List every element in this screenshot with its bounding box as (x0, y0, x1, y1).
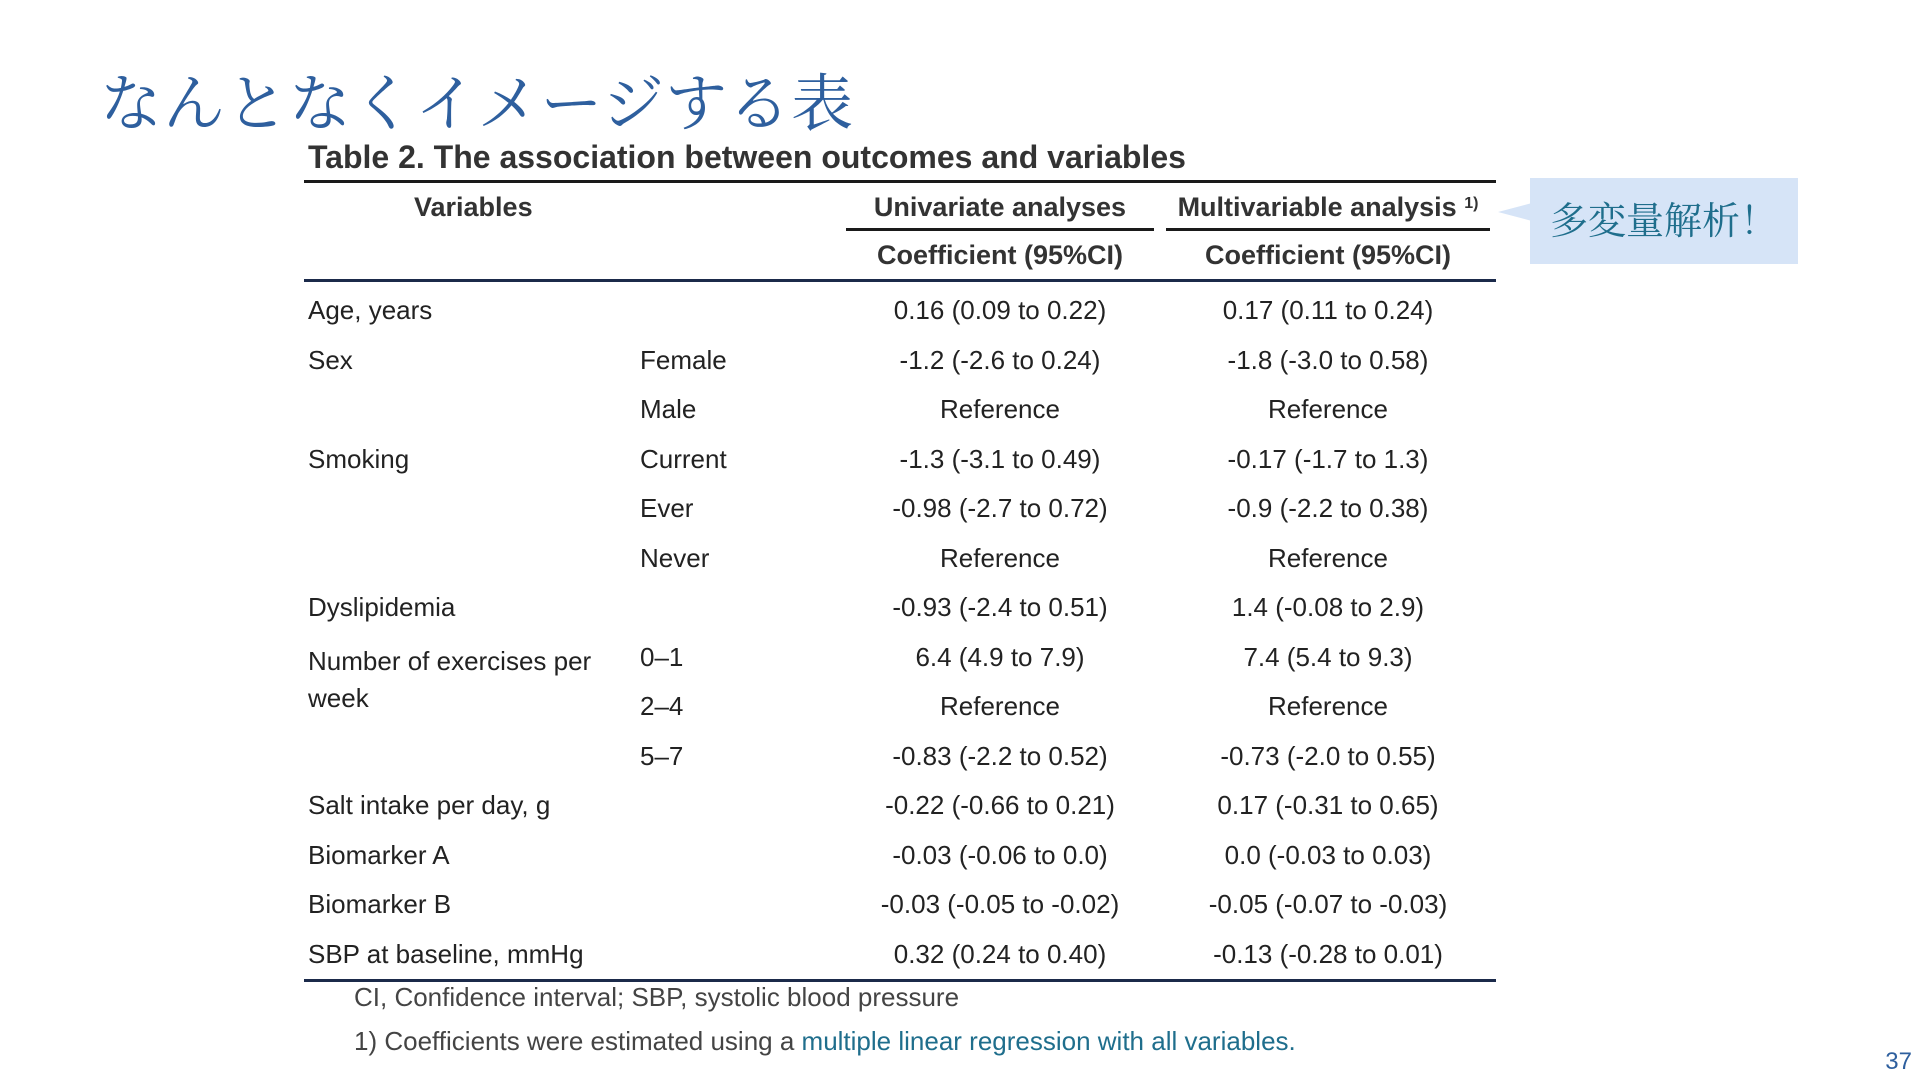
multivariable-cell: -1.8 (-3.0 to 0.58) (1227, 344, 1429, 375)
multivariable-cell: Reference (1268, 691, 1388, 722)
univariate-cell: 0.16 (0.09 to 0.22) (893, 295, 1107, 326)
univariate-cell: -1.2 (-2.6 to 0.24) (899, 344, 1101, 375)
variable-cell: SBP at baseline, mmHg (308, 938, 584, 969)
slide-title: なんとなくイメージする表 (100, 66, 855, 140)
variable-cell: Biomarker A (308, 839, 450, 870)
table-row (304, 781, 1496, 831)
multivariable-cell: -0.17 (-1.7 to 1.3) (1227, 443, 1429, 474)
page-number: 37 (1885, 1048, 1912, 1075)
table-row (304, 831, 1496, 881)
univariate-coef-header: Coefficient (95%CI) (840, 231, 1160, 281)
univariate-cell: -0.93 (-2.4 to 0.51) (892, 592, 1108, 623)
variable-cell: Sex (308, 344, 353, 375)
variable-cell: Smoking (308, 443, 410, 474)
univariate-cell: -0.83 (-2.2 to 0.52) (892, 740, 1108, 771)
results-table-container (304, 134, 1496, 982)
multivariable-cell: -0.13 (-0.28 to 0.01) (1213, 938, 1443, 969)
category-cell: 0–1 (640, 641, 684, 672)
univariate-cell: -1.3 (-3.1 to 0.49) (899, 443, 1101, 474)
table-row (304, 583, 1496, 633)
table-row (304, 336, 1496, 386)
callout-pointer (1498, 203, 1532, 221)
table-header-row (304, 182, 1496, 232)
category-cell (636, 583, 840, 633)
variable-cell: Biomarker B (308, 889, 452, 920)
table-row (304, 385, 1496, 435)
univariate-cell: Reference (940, 542, 1060, 573)
category-cell: Never (640, 542, 710, 573)
univariate-cell: -0.03 (-0.05 to -0.02) (880, 889, 1120, 920)
category-cell: 2–4 (640, 691, 684, 722)
table-subheader-row (304, 231, 1496, 281)
variable-cell (304, 732, 636, 782)
subheader-blank (304, 231, 840, 281)
multivariable-cell: 0.17 (-0.31 to 0.65) (1217, 790, 1439, 821)
multivariable-cell: 0.0 (-0.03 to 0.03) (1224, 839, 1432, 870)
method-footnote-highlight: multiple linear regression with all variables. (801, 1026, 1296, 1056)
table-row (304, 732, 1496, 782)
multivariable-header-rule (1166, 228, 1490, 231)
multivariable-coef-header: Coefficient (95%CI) (1160, 231, 1496, 281)
univariate-cell: 0.32 (0.24 to 0.40) (893, 938, 1107, 969)
univariate-cell: 6.4 (4.9 to 7.9) (915, 641, 1085, 672)
univariate-header (840, 182, 1160, 232)
multivariable-cell: Reference (1268, 394, 1388, 425)
multivariable-cell: -0.05 (-0.07 to -0.03) (1208, 889, 1448, 920)
category-cell (636, 281, 840, 336)
variable-cell (304, 385, 636, 435)
table-row (304, 281, 1496, 336)
category-cell (636, 781, 840, 831)
univariate-cell: Reference (940, 691, 1060, 722)
variable-cell (304, 484, 636, 534)
variable-cell: Dyslipidemia (308, 592, 456, 623)
table-row (304, 484, 1496, 534)
callout-box: 多変量解析！ (1530, 178, 1798, 264)
category-cell: Male (640, 394, 697, 425)
univariate-cell: Reference (940, 394, 1060, 425)
univariate-cell: -0.22 (-0.66 to 0.21) (885, 790, 1115, 821)
multivariable-cell: 0.17 (0.11 to 0.24) (1222, 295, 1434, 326)
results-table (304, 180, 1496, 982)
table-caption: Table 2. The association between outcomes and variables (308, 139, 1186, 175)
table-row (304, 534, 1496, 584)
category-cell (636, 930, 840, 981)
method-footnote (354, 1026, 1296, 1057)
table-row (304, 435, 1496, 485)
category-cell: 5–7 (640, 740, 684, 771)
univariate-cell: -0.98 (-2.7 to 0.72) (892, 493, 1108, 524)
multivariable-cell: 1.4 (-0.08 to 2.9) (1231, 592, 1425, 623)
category-cell: Ever (640, 493, 694, 524)
category-cell: Female (640, 344, 727, 375)
univariate-header-label: Univariate analyses (873, 191, 1127, 222)
multivariable-footnote-mark: 1) (1464, 194, 1479, 212)
variables-header: Variables (414, 191, 533, 222)
table-row (304, 930, 1496, 981)
table-row (304, 633, 1496, 683)
variable-cell: Age, years (308, 295, 433, 326)
multivariable-header-label: Multivariable analysis (1177, 191, 1457, 222)
univariate-header-rule (846, 228, 1154, 231)
multivariable-cell: -0.73 (-2.0 to 0.55) (1220, 740, 1436, 771)
category-cell: Current (640, 443, 727, 474)
variable-cell: Salt intake per day, g (308, 790, 551, 821)
multivariable-header (1160, 182, 1496, 232)
category-cell (636, 831, 840, 881)
method-footnote-text: 1) Coefficients were estimated using a (354, 1026, 802, 1056)
variable-cell: Number of exercises per week (308, 645, 592, 713)
multivariable-cell: -0.9 (-2.2 to 0.38) (1227, 493, 1429, 524)
abbreviations-footnote: CI, Confidence interval; SBP, systolic blood pressure (354, 982, 960, 1012)
multivariable-cell: Reference (1268, 542, 1388, 573)
variable-cell (304, 534, 636, 584)
multivariable-cell: 7.4 (5.4 to 9.3) (1243, 641, 1413, 672)
category-cell (636, 880, 840, 930)
table-row (304, 880, 1496, 930)
univariate-cell: -0.03 (-0.06 to 0.0) (892, 839, 1108, 870)
